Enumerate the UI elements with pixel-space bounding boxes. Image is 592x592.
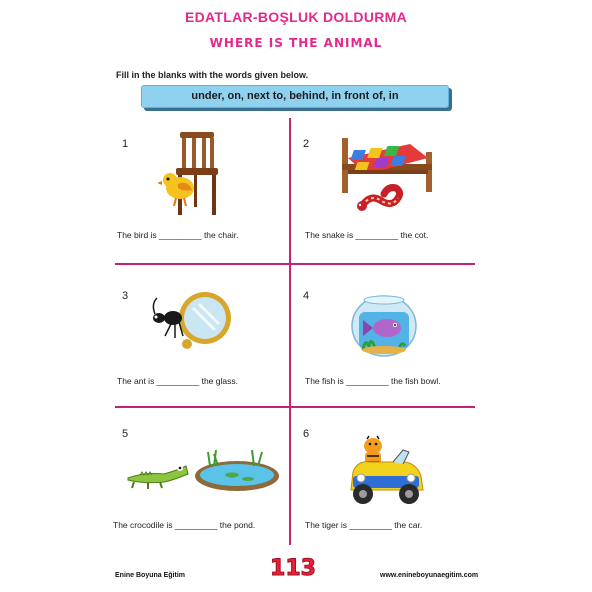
ant-mirror-picture (147, 288, 237, 358)
page-subtitle: WHERE IS THE ANIMAL (209, 36, 383, 50)
item-number-2: 2 (303, 138, 310, 150)
item-number-1: 1 (122, 138, 129, 150)
item-sentence-4: The fish is _________ the fish bowl. (305, 376, 441, 386)
crocodile-pond-picture (124, 444, 284, 496)
item-sentence-1: The bird is _________ the chair. (117, 230, 239, 240)
item-number-3: 3 (122, 290, 129, 302)
item-sentence-6: The tiger is _________ the car. (305, 520, 423, 530)
page-title: EDATLAR-BOŞLUK DOLDURMA (184, 9, 408, 25)
item-number-4: 4 (303, 290, 310, 302)
horizontal-divider-1 (115, 263, 475, 265)
item-sentence-2: The snake is _________ the cot. (305, 230, 429, 240)
fish-bowl-picture (349, 290, 419, 358)
item-sentence-3: The ant is _________ the glass. (117, 376, 238, 386)
page-number: 113 (270, 556, 316, 581)
horizontal-divider-2 (115, 406, 475, 408)
item-number-6: 6 (303, 428, 310, 440)
item-sentence-5: The crocodile is _________ the pond. (113, 520, 256, 530)
item-number-5: 5 (122, 428, 129, 440)
word-bank: under, on, next to, behind, in front of, in (141, 85, 449, 108)
bird-chair-picture (158, 128, 228, 218)
tiger-car-picture (347, 432, 427, 508)
vertical-divider (289, 118, 291, 545)
publisher-name: Enine Boyuna Eğitim (115, 572, 186, 579)
instruction-text: Fill in the blanks with the words given below. (116, 70, 309, 80)
publisher-website: www.enineboyunaegitim.com (380, 572, 479, 579)
snake-cot-picture (340, 128, 435, 218)
